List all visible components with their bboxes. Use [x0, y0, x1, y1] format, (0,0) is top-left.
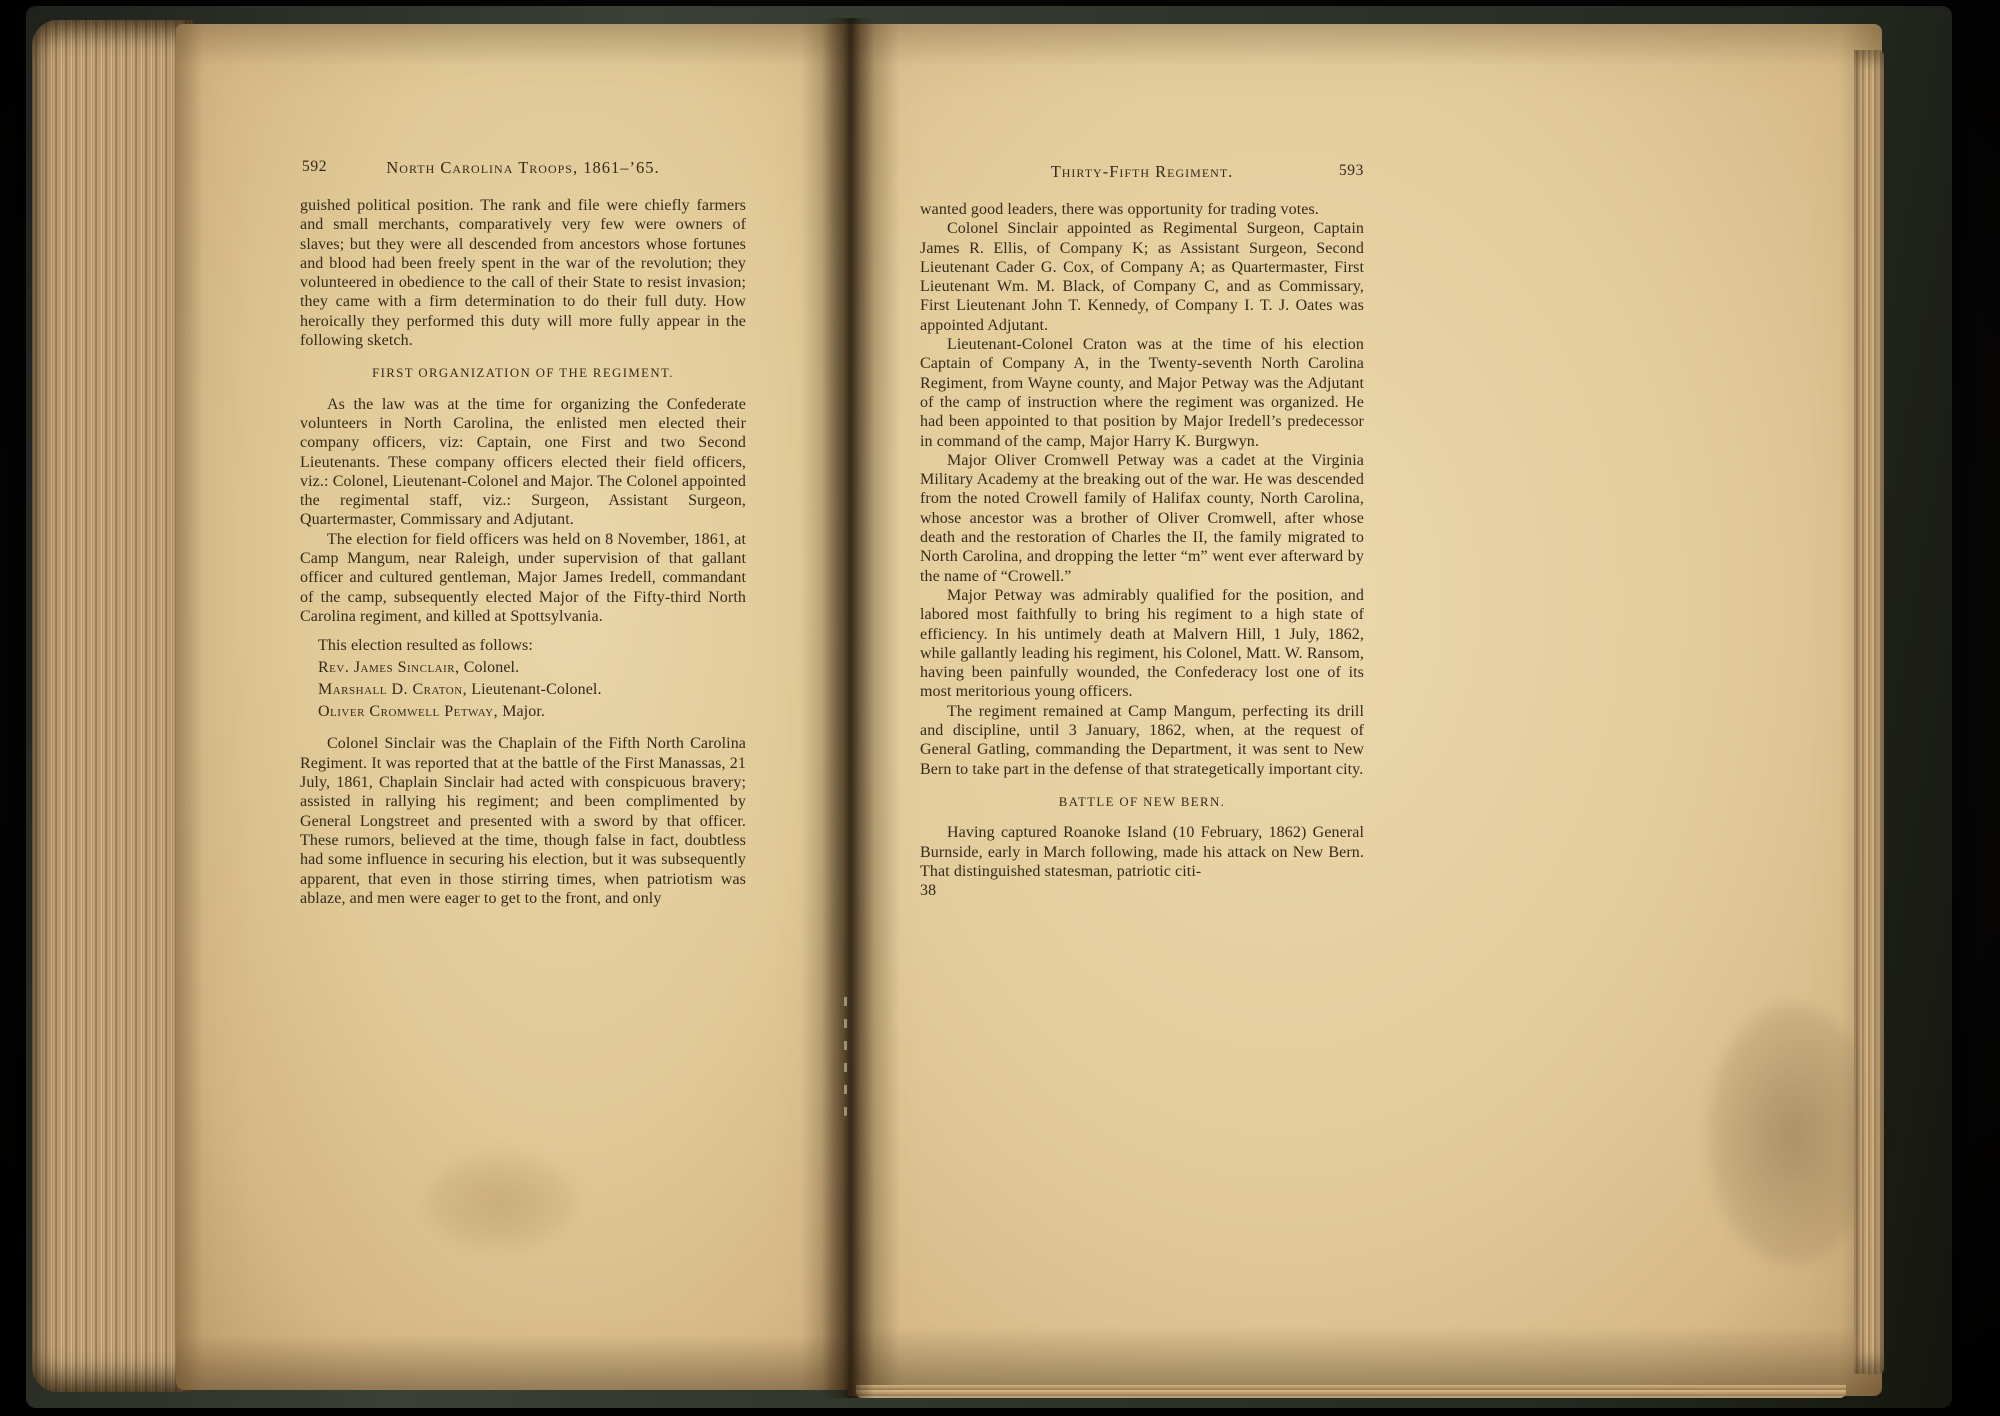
page-edges-left [32, 20, 194, 1392]
election-results-list [318, 635, 746, 722]
officer-name: Marshall D. Craton, [318, 680, 468, 698]
left-running-title: North Carolina Troops, 1861–’65. [386, 158, 660, 177]
officer-rank: Colonel. [459, 659, 520, 677]
right-page-number: 593 [1338, 162, 1364, 179]
page-edges-right [1854, 50, 1884, 1374]
left-page [176, 24, 848, 1390]
binding-stitches [844, 984, 847, 1116]
page-edges-bottom [856, 1385, 1846, 1398]
paper-stain [1708, 1004, 1878, 1264]
body-paragraph: The election for field officers was held on 8 November, 1861, at Camp Mangum, near Raleigh, under supervision of that gallant officer and cultured gentleman, Major James Iredell, commandant of the camp, subsequently elected Major of the Fifty-third North Carolina regiment, and killed at Spottsylvania. [300, 530, 746, 625]
election-intro: This election resulted as follows: [318, 637, 533, 655]
left-body-text [300, 196, 746, 908]
left-text-column [300, 158, 746, 908]
book [26, 6, 1952, 1408]
body-paragraph: Major Oliver Cromwell Petway was a cadet at the Virginia Military Academy at the breaking out of the war. He was descended from the noted Crowell family of Halifax county, North Carolina, whose ancestor was a brother of Oliver Cromwell, after whose death and the restoration of Charles the II, the family migrated to North Carolina, and dropping the letter “m” went ever afterward by the name of “Crowell.” [920, 451, 1364, 585]
body-paragraph: The regiment remained at Camp Mangum, perfecting its drill and discipline, until 3 January, 1862, when, at the request of General Gatling, commanding the Department, it was sent to New Bern to take part in the defense of that strategetically important city. [920, 702, 1364, 778]
right-body-text [920, 200, 1364, 900]
officer-rank: Major. [498, 702, 546, 720]
right-page-header [920, 162, 1364, 186]
body-paragraph: As the law was at the time for organizing the Confederate volunteers in North Carolina, the enlisted men elected their company officers, viz: Captain, one First and two Second Lieutenants. These company officers elected their field officers, viz.: Colonel, Lieutenant-Colonel and Major. The Colonel appointed the regimental staff, viz.: Surgeon, Assistant Surgeon, Quartermaster, Commissary and Adjutant. [300, 395, 746, 529]
officer-name: Oliver Cromwell Petway, [318, 702, 499, 720]
body-paragraph: Colonel Sinclair appointed as Regimental Surgeon, Captain James R. Ellis, of Company K; as Assistant Surgeon, Second Lieutenant Cader G. Cox, of Company A; as Quartermaster, First Lieutenant Wm. M. Black, of Company C, and as Commissary, First Lieutenant John T. Kennedy, of Company I. T. J. Oates was appointed Adjutant. [920, 220, 1364, 334]
right-page [848, 24, 1882, 1396]
section-heading: BATTLE OF NEW BERN. [1058, 794, 1226, 809]
paper-stain [426, 1154, 576, 1249]
section-heading: FIRST ORGANIZATION OF THE REGIMENT. [372, 366, 674, 381]
body-paragraph: Colonel Sinclair was the Chaplain of the Fifth North Carolina Regiment. It was reported that at the battle of the First Manassas, 21 July, 1861, Chaplain Sinclair had acted with conspicuous bravery; assisted in rallying his regiment; and been complimented by General Longstreet and presented with a sword by that officer. These rumors, believed at the time, though false in fact, doubtless had some influence in securing his election, but it was subsequently apparent, that even in those stirring times, when patriotism was ablaze, and men were eager to get to the front, and only [300, 735, 746, 907]
right-running-title: Thirty-Fifth Regiment. [1050, 162, 1234, 181]
list-item [318, 679, 746, 701]
officer-rank: Lieutenant-Colonel. [467, 680, 602, 698]
body-paragraph: Having captured Roanoke Island (10 February, 1862) General Burnside, early in March following, made his attack on New Bern. That distinguished statesman, patriotic citi- [920, 824, 1364, 880]
list-item [318, 701, 746, 723]
body-paragraph: Major Petway was admirably qualified for the position, and labored most faithfully to bring his regiment to a high state of efficiency. In his untimely death at Malvern Hill, 1 July, 1862, while gallantly leading his regiment, his Colonel, Matt. W. Ransom, having been painfully wounded, the Confederacy lost one of its most meritorious young officers. [920, 586, 1364, 701]
left-page-header [300, 158, 746, 182]
body-paragraph: wanted good leaders, there was opportunity for trading votes. [920, 201, 1319, 218]
body-paragraph: guished political position. The rank and file were chiefly farmers and small merchants, comparatively very few were owners of slaves; but they were all descended from ancestors whose fortunes and blood had been freely spent in the war of the revolution; they volunteered in obedience to the call of their State to resist invasion; they came with a firm determination to do their full duty. How heroically they performed this duty will more fully appear in the following sketch. [300, 197, 746, 350]
list-item [318, 657, 746, 679]
signature-number: 38 [920, 882, 937, 900]
body-paragraph: Lieutenant-Colonel Craton was at the time of his election Captain of Company A, in the Twenty-seventh North Carolina Regiment, from Wayne county, and Major Petway was the Adjutant of the camp of instruction where the regiment was organized. He had been appointed to that position by Major Iredell’s predecessor in command of the camp, Major Harry K. Burgwyn. [920, 336, 1364, 450]
left-page-number: 592 [302, 158, 328, 175]
officer-name: Rev. James Sinclair, [318, 659, 460, 677]
right-text-column [920, 162, 1364, 900]
